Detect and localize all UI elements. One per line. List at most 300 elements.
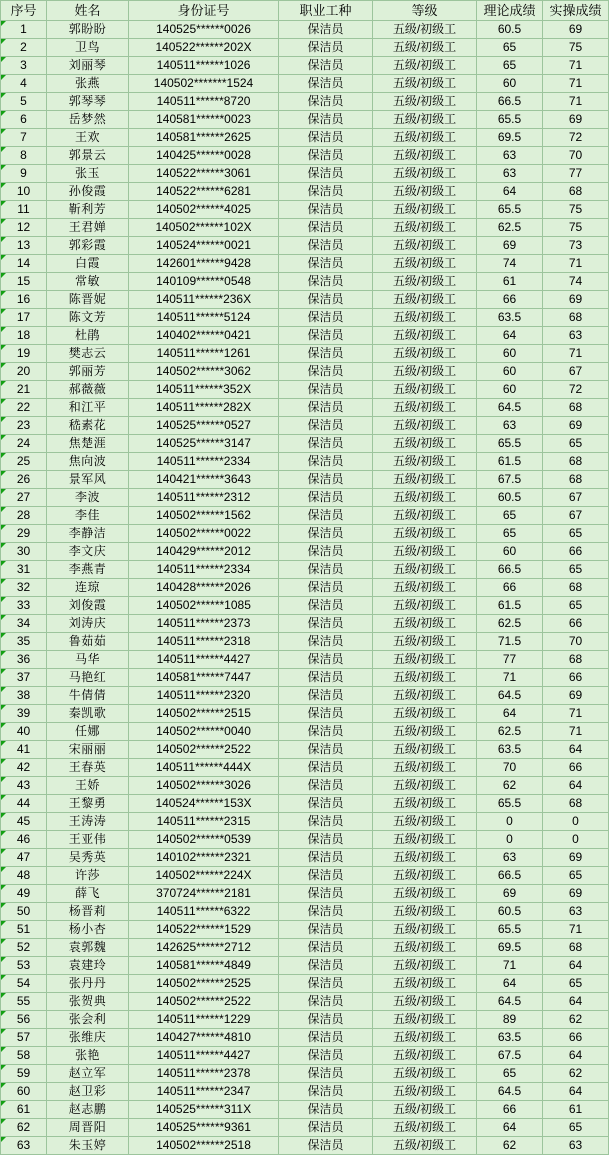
row-level[interactable]: 五级/初级工 <box>373 975 477 993</box>
row-theory-score[interactable]: 64 <box>477 183 543 201</box>
row-practical-score[interactable]: 61 <box>543 1101 609 1119</box>
row-id-number[interactable]: 140581******4849 <box>129 957 279 975</box>
row-occupation[interactable]: 保洁员 <box>279 75 373 93</box>
row-id-number[interactable]: 140511******4427 <box>129 651 279 669</box>
table-row[interactable] <box>1 147 609 165</box>
row-index[interactable]: 56 <box>1 1011 47 1029</box>
table-row[interactable] <box>1 885 609 903</box>
row-theory-score[interactable]: 62.5 <box>477 219 543 237</box>
row-occupation[interactable]: 保洁员 <box>279 1029 373 1047</box>
row-level[interactable]: 五级/初级工 <box>373 345 477 363</box>
row-theory-score[interactable]: 60.5 <box>477 489 543 507</box>
row-id-number[interactable]: 140511******2334 <box>129 561 279 579</box>
row-occupation[interactable]: 保洁员 <box>279 489 373 507</box>
row-id-number[interactable]: 140421******3643 <box>129 471 279 489</box>
row-level[interactable]: 五级/初级工 <box>373 309 477 327</box>
row-level[interactable]: 五级/初级工 <box>373 993 477 1011</box>
row-id-number[interactable]: 142625******2712 <box>129 939 279 957</box>
row-theory-score[interactable]: 69.5 <box>477 129 543 147</box>
row-index[interactable]: 28 <box>1 507 47 525</box>
row-occupation[interactable]: 保洁员 <box>279 867 373 885</box>
row-name[interactable]: 马艳红 <box>47 669 129 687</box>
row-index[interactable]: 30 <box>1 543 47 561</box>
row-name[interactable]: 张会利 <box>47 1011 129 1029</box>
table-row[interactable] <box>1 615 609 633</box>
row-id-number[interactable]: 140511******1261 <box>129 345 279 363</box>
table-row[interactable] <box>1 759 609 777</box>
row-name[interactable]: 王涛涛 <box>47 813 129 831</box>
row-name[interactable]: 和江平 <box>47 399 129 417</box>
row-name[interactable]: 景军风 <box>47 471 129 489</box>
row-practical-score[interactable]: 65 <box>543 975 609 993</box>
table-row[interactable] <box>1 75 609 93</box>
row-theory-score[interactable]: 60 <box>477 543 543 561</box>
row-level[interactable]: 五级/初级工 <box>373 327 477 345</box>
row-id-number[interactable]: 140502******3062 <box>129 363 279 381</box>
row-occupation[interactable]: 保洁员 <box>279 1047 373 1065</box>
row-level[interactable]: 五级/初级工 <box>373 1137 477 1155</box>
row-occupation[interactable]: 保洁员 <box>279 831 373 849</box>
row-name[interactable]: 刘丽琴 <box>47 57 129 75</box>
row-practical-score[interactable]: 63 <box>543 903 609 921</box>
row-name[interactable]: 张燕 <box>47 75 129 93</box>
row-occupation[interactable]: 保洁员 <box>279 651 373 669</box>
row-level[interactable]: 五级/初级工 <box>373 957 477 975</box>
row-occupation[interactable]: 保洁员 <box>279 759 373 777</box>
row-occupation[interactable]: 保洁员 <box>279 57 373 75</box>
row-theory-score[interactable]: 62 <box>477 777 543 795</box>
row-level[interactable]: 五级/初级工 <box>373 597 477 615</box>
row-name[interactable]: 王黎勇 <box>47 795 129 813</box>
row-index[interactable]: 55 <box>1 993 47 1011</box>
row-level[interactable]: 五级/初级工 <box>373 111 477 129</box>
row-occupation[interactable]: 保洁员 <box>279 39 373 57</box>
row-occupation[interactable]: 保洁员 <box>279 345 373 363</box>
row-level[interactable]: 五级/初级工 <box>373 399 477 417</box>
row-name[interactable]: 朱玉婷 <box>47 1137 129 1155</box>
row-theory-score[interactable]: 64 <box>477 705 543 723</box>
row-level[interactable]: 五级/初级工 <box>373 1065 477 1083</box>
row-id-number[interactable]: 140511******2318 <box>129 633 279 651</box>
row-level[interactable]: 五级/初级工 <box>373 777 477 795</box>
row-level[interactable]: 五级/初级工 <box>373 651 477 669</box>
row-name[interactable]: 刘涛庆 <box>47 615 129 633</box>
row-index[interactable]: 1 <box>1 21 47 39</box>
row-index[interactable]: 61 <box>1 1101 47 1119</box>
row-theory-score[interactable]: 61.5 <box>477 453 543 471</box>
row-practical-score[interactable]: 71 <box>543 723 609 741</box>
row-practical-score[interactable]: 62 <box>543 1065 609 1083</box>
row-level[interactable]: 五级/初级工 <box>373 705 477 723</box>
row-practical-score[interactable]: 75 <box>543 39 609 57</box>
table-row[interactable] <box>1 1047 609 1065</box>
row-practical-score[interactable]: 69 <box>543 849 609 867</box>
row-practical-score[interactable]: 69 <box>543 885 609 903</box>
row-occupation[interactable]: 保洁员 <box>279 543 373 561</box>
row-occupation[interactable]: 保洁员 <box>279 885 373 903</box>
row-occupation[interactable]: 保洁员 <box>279 417 373 435</box>
row-name[interactable]: 王娇 <box>47 777 129 795</box>
row-id-number[interactable]: 140427******4810 <box>129 1029 279 1047</box>
table-row[interactable] <box>1 471 609 489</box>
row-name[interactable]: 郭景云 <box>47 147 129 165</box>
table-row[interactable] <box>1 867 609 885</box>
row-level[interactable]: 五级/初级工 <box>373 291 477 309</box>
table-row[interactable] <box>1 597 609 615</box>
table-row[interactable] <box>1 849 609 867</box>
row-id-number[interactable]: 140511******6322 <box>129 903 279 921</box>
row-practical-score[interactable]: 69 <box>543 417 609 435</box>
row-index[interactable]: 58 <box>1 1047 47 1065</box>
row-name[interactable]: 王亚伟 <box>47 831 129 849</box>
row-occupation[interactable]: 保洁员 <box>279 201 373 219</box>
row-id-number[interactable]: 140525******0026 <box>129 21 279 39</box>
row-name[interactable]: 秦凯歌 <box>47 705 129 723</box>
row-id-number[interactable]: 140511******2320 <box>129 687 279 705</box>
row-occupation[interactable]: 保洁员 <box>279 1101 373 1119</box>
row-practical-score[interactable]: 75 <box>543 219 609 237</box>
row-name[interactable]: 常敏 <box>47 273 129 291</box>
row-theory-score[interactable]: 67.5 <box>477 471 543 489</box>
row-index[interactable]: 63 <box>1 1137 47 1155</box>
row-theory-score[interactable]: 65.5 <box>477 795 543 813</box>
row-index[interactable]: 19 <box>1 345 47 363</box>
row-theory-score[interactable]: 60 <box>477 363 543 381</box>
table-row[interactable] <box>1 291 609 309</box>
row-theory-score[interactable]: 66 <box>477 579 543 597</box>
row-practical-score[interactable]: 63 <box>543 327 609 345</box>
table-row[interactable] <box>1 669 609 687</box>
table-row[interactable] <box>1 1065 609 1083</box>
row-id-number[interactable]: 140502******224X <box>129 867 279 885</box>
row-theory-score[interactable]: 65 <box>477 507 543 525</box>
row-occupation[interactable]: 保洁员 <box>279 309 373 327</box>
row-name[interactable]: 连琼 <box>47 579 129 597</box>
row-index[interactable]: 12 <box>1 219 47 237</box>
row-practical-score[interactable]: 66 <box>543 1029 609 1047</box>
row-practical-score[interactable]: 69 <box>543 21 609 39</box>
table-row[interactable] <box>1 1083 609 1101</box>
row-id-number[interactable]: 140581******2625 <box>129 129 279 147</box>
row-practical-score[interactable]: 71 <box>543 921 609 939</box>
row-theory-score[interactable]: 60.5 <box>477 903 543 921</box>
row-occupation[interactable]: 保洁员 <box>279 1119 373 1137</box>
row-theory-score[interactable]: 64.5 <box>477 1083 543 1101</box>
row-practical-score[interactable]: 68 <box>543 471 609 489</box>
row-index[interactable]: 15 <box>1 273 47 291</box>
row-practical-score[interactable]: 64 <box>543 1047 609 1065</box>
row-theory-score[interactable]: 64 <box>477 327 543 345</box>
row-index[interactable]: 38 <box>1 687 47 705</box>
row-id-number[interactable]: 140428******2026 <box>129 579 279 597</box>
row-index[interactable]: 39 <box>1 705 47 723</box>
row-theory-score[interactable]: 0 <box>477 813 543 831</box>
row-id-number[interactable]: 140502******4025 <box>129 201 279 219</box>
row-theory-score[interactable]: 64.5 <box>477 399 543 417</box>
row-name[interactable]: 鲁茹茹 <box>47 633 129 651</box>
row-occupation[interactable]: 保洁员 <box>279 507 373 525</box>
row-practical-score[interactable]: 66 <box>543 543 609 561</box>
row-index[interactable]: 25 <box>1 453 47 471</box>
row-occupation[interactable]: 保洁员 <box>279 273 373 291</box>
row-level[interactable]: 五级/初级工 <box>373 939 477 957</box>
row-index[interactable]: 44 <box>1 795 47 813</box>
row-id-number[interactable]: 140502******0022 <box>129 525 279 543</box>
row-index[interactable]: 32 <box>1 579 47 597</box>
row-theory-score[interactable]: 65.5 <box>477 201 543 219</box>
table-row[interactable] <box>1 399 609 417</box>
row-name[interactable]: 马华 <box>47 651 129 669</box>
row-id-number[interactable]: 140429******2012 <box>129 543 279 561</box>
row-name[interactable]: 郝薇薇 <box>47 381 129 399</box>
row-practical-score[interactable]: 72 <box>543 129 609 147</box>
table-row[interactable] <box>1 795 609 813</box>
row-name[interactable]: 郭彩霞 <box>47 237 129 255</box>
table-row[interactable] <box>1 57 609 75</box>
row-theory-score[interactable]: 71 <box>477 957 543 975</box>
row-level[interactable]: 五级/初级工 <box>373 1119 477 1137</box>
row-level[interactable]: 五级/初级工 <box>373 921 477 939</box>
row-level[interactable]: 五级/初级工 <box>373 237 477 255</box>
row-id-number[interactable]: 140511******2378 <box>129 1065 279 1083</box>
table-row[interactable] <box>1 435 609 453</box>
row-practical-score[interactable]: 64 <box>543 777 609 795</box>
row-level[interactable]: 五级/初级工 <box>373 633 477 651</box>
row-level[interactable]: 五级/初级工 <box>373 579 477 597</box>
row-index[interactable]: 47 <box>1 849 47 867</box>
table-row[interactable] <box>1 507 609 525</box>
row-theory-score[interactable]: 66 <box>477 291 543 309</box>
row-index[interactable]: 4 <box>1 75 47 93</box>
row-name[interactable]: 焦向波 <box>47 453 129 471</box>
row-practical-score[interactable]: 68 <box>543 399 609 417</box>
row-name[interactable]: 许莎 <box>47 867 129 885</box>
table-row[interactable] <box>1 1101 609 1119</box>
row-practical-score[interactable]: 67 <box>543 507 609 525</box>
row-index[interactable]: 17 <box>1 309 47 327</box>
row-id-number[interactable]: 140511******1229 <box>129 1011 279 1029</box>
row-theory-score[interactable]: 60.5 <box>477 21 543 39</box>
table-row[interactable] <box>1 1137 609 1155</box>
row-level[interactable]: 五级/初级工 <box>373 759 477 777</box>
row-name[interactable]: 王欢 <box>47 129 129 147</box>
row-theory-score[interactable]: 61 <box>477 273 543 291</box>
row-occupation[interactable]: 保洁员 <box>279 255 373 273</box>
row-occupation[interactable]: 保洁员 <box>279 849 373 867</box>
row-id-number[interactable]: 140522******6281 <box>129 183 279 201</box>
row-theory-score[interactable]: 69 <box>477 237 543 255</box>
row-practical-score[interactable]: 69 <box>543 687 609 705</box>
row-occupation[interactable]: 保洁员 <box>279 975 373 993</box>
table-row[interactable] <box>1 543 609 561</box>
row-id-number[interactable]: 140511******8720 <box>129 93 279 111</box>
table-row[interactable] <box>1 723 609 741</box>
row-level[interactable]: 五级/初级工 <box>373 39 477 57</box>
row-name[interactable]: 卫鸟 <box>47 39 129 57</box>
row-level[interactable]: 五级/初级工 <box>373 129 477 147</box>
row-id-number[interactable]: 140511******236X <box>129 291 279 309</box>
row-occupation[interactable]: 保洁员 <box>279 111 373 129</box>
row-level[interactable]: 五级/初级工 <box>373 201 477 219</box>
row-index[interactable]: 49 <box>1 885 47 903</box>
row-index[interactable]: 29 <box>1 525 47 543</box>
row-name[interactable]: 任娜 <box>47 723 129 741</box>
table-row[interactable] <box>1 813 609 831</box>
row-index[interactable]: 20 <box>1 363 47 381</box>
row-id-number[interactable]: 140524******153X <box>129 795 279 813</box>
row-theory-score[interactable]: 65 <box>477 1065 543 1083</box>
table-row[interactable] <box>1 741 609 759</box>
row-practical-score[interactable]: 67 <box>543 489 609 507</box>
row-theory-score[interactable]: 66.5 <box>477 561 543 579</box>
row-theory-score[interactable]: 63 <box>477 147 543 165</box>
row-theory-score[interactable]: 63.5 <box>477 309 543 327</box>
row-index[interactable]: 22 <box>1 399 47 417</box>
row-level[interactable]: 五级/初级工 <box>373 417 477 435</box>
row-name[interactable]: 张贺典 <box>47 993 129 1011</box>
row-practical-score[interactable]: 62 <box>543 1011 609 1029</box>
row-index[interactable]: 13 <box>1 237 47 255</box>
row-level[interactable]: 五级/初级工 <box>373 1029 477 1047</box>
row-occupation[interactable]: 保洁员 <box>279 921 373 939</box>
row-id-number[interactable]: 140511******2373 <box>129 615 279 633</box>
table-row[interactable] <box>1 417 609 435</box>
row-level[interactable]: 五级/初级工 <box>373 831 477 849</box>
table-row[interactable] <box>1 957 609 975</box>
row-level[interactable]: 五级/初级工 <box>373 741 477 759</box>
row-occupation[interactable]: 保洁员 <box>279 1011 373 1029</box>
row-name[interactable]: 薛飞 <box>47 885 129 903</box>
row-occupation[interactable]: 保洁员 <box>279 147 373 165</box>
row-name[interactable]: 白霞 <box>47 255 129 273</box>
row-name[interactable]: 张玉 <box>47 165 129 183</box>
table-row[interactable] <box>1 633 609 651</box>
row-occupation[interactable]: 保洁员 <box>279 435 373 453</box>
row-id-number[interactable]: 140522******1529 <box>129 921 279 939</box>
row-index[interactable]: 33 <box>1 597 47 615</box>
row-id-number[interactable]: 140102******2321 <box>129 849 279 867</box>
row-practical-score[interactable]: 68 <box>543 795 609 813</box>
row-occupation[interactable]: 保洁员 <box>279 669 373 687</box>
row-theory-score[interactable]: 70 <box>477 759 543 777</box>
row-id-number[interactable]: 140524******0021 <box>129 237 279 255</box>
row-occupation[interactable]: 保洁员 <box>279 993 373 1011</box>
row-theory-score[interactable]: 63 <box>477 417 543 435</box>
row-index[interactable]: 46 <box>1 831 47 849</box>
table-row[interactable] <box>1 525 609 543</box>
row-id-number[interactable]: 140525******9361 <box>129 1119 279 1137</box>
row-id-number[interactable]: 140502******2525 <box>129 975 279 993</box>
row-index[interactable]: 62 <box>1 1119 47 1137</box>
row-name[interactable]: 樊志云 <box>47 345 129 363</box>
row-index[interactable]: 9 <box>1 165 47 183</box>
row-name[interactable]: 岳梦然 <box>47 111 129 129</box>
row-level[interactable]: 五级/初级工 <box>373 1011 477 1029</box>
row-practical-score[interactable]: 70 <box>543 633 609 651</box>
row-id-number[interactable]: 140502*******1524 <box>129 75 279 93</box>
row-theory-score[interactable]: 63.5 <box>477 1029 543 1047</box>
row-level[interactable]: 五级/初级工 <box>373 615 477 633</box>
row-name[interactable]: 刘俊霞 <box>47 597 129 615</box>
row-occupation[interactable]: 保洁员 <box>279 399 373 417</box>
row-index[interactable]: 27 <box>1 489 47 507</box>
row-name[interactable]: 郭盼盼 <box>47 21 129 39</box>
row-level[interactable]: 五级/初级工 <box>373 795 477 813</box>
row-theory-score[interactable]: 60 <box>477 345 543 363</box>
row-occupation[interactable]: 保洁员 <box>279 381 373 399</box>
row-theory-score[interactable]: 60 <box>477 381 543 399</box>
row-level[interactable]: 五级/初级工 <box>373 687 477 705</box>
row-name[interactable]: 李波 <box>47 489 129 507</box>
table-row[interactable] <box>1 21 609 39</box>
row-level[interactable]: 五级/初级工 <box>373 723 477 741</box>
table-row[interactable] <box>1 975 609 993</box>
table-row[interactable] <box>1 237 609 255</box>
row-id-number[interactable]: 140502******102X <box>129 219 279 237</box>
row-index[interactable]: 21 <box>1 381 47 399</box>
row-name[interactable]: 孙俊霞 <box>47 183 129 201</box>
row-level[interactable]: 五级/初级工 <box>373 147 477 165</box>
row-name[interactable]: 靳利芳 <box>47 201 129 219</box>
row-level[interactable]: 五级/初级工 <box>373 183 477 201</box>
row-theory-score[interactable]: 66.5 <box>477 93 543 111</box>
row-practical-score[interactable]: 66 <box>543 669 609 687</box>
row-index[interactable]: 6 <box>1 111 47 129</box>
row-theory-score[interactable]: 61.5 <box>477 597 543 615</box>
row-level[interactable]: 五级/初级工 <box>373 165 477 183</box>
row-occupation[interactable]: 保洁员 <box>279 561 373 579</box>
row-index[interactable]: 40 <box>1 723 47 741</box>
row-practical-score[interactable]: 0 <box>543 813 609 831</box>
row-name[interactable]: 袁郭魏 <box>47 939 129 957</box>
row-id-number[interactable]: 140502******0539 <box>129 831 279 849</box>
row-occupation[interactable]: 保洁员 <box>279 777 373 795</box>
row-theory-score[interactable]: 65.5 <box>477 435 543 453</box>
row-occupation[interactable]: 保洁员 <box>279 579 373 597</box>
row-practical-score[interactable]: 66 <box>543 759 609 777</box>
table-row[interactable] <box>1 39 609 57</box>
row-id-number[interactable]: 140502******2518 <box>129 1137 279 1155</box>
row-level[interactable]: 五级/初级工 <box>373 453 477 471</box>
row-index[interactable]: 60 <box>1 1083 47 1101</box>
row-name[interactable]: 郭琴琴 <box>47 93 129 111</box>
row-level[interactable]: 五级/初级工 <box>373 381 477 399</box>
row-practical-score[interactable]: 68 <box>543 183 609 201</box>
row-level[interactable]: 五级/初级工 <box>373 885 477 903</box>
table-row[interactable] <box>1 687 609 705</box>
row-level[interactable]: 五级/初级工 <box>373 273 477 291</box>
row-level[interactable]: 五级/初级工 <box>373 507 477 525</box>
row-theory-score[interactable]: 62 <box>477 1137 543 1155</box>
row-occupation[interactable]: 保洁员 <box>279 687 373 705</box>
row-index[interactable]: 45 <box>1 813 47 831</box>
row-practical-score[interactable]: 65 <box>543 435 609 453</box>
row-index[interactable]: 50 <box>1 903 47 921</box>
row-occupation[interactable]: 保洁员 <box>279 21 373 39</box>
row-level[interactable]: 五级/初级工 <box>373 57 477 75</box>
row-name[interactable]: 王春英 <box>47 759 129 777</box>
row-occupation[interactable]: 保洁员 <box>279 939 373 957</box>
row-name[interactable]: 周晋阳 <box>47 1119 129 1137</box>
row-name[interactable]: 赵志鹏 <box>47 1101 129 1119</box>
row-practical-score[interactable]: 71 <box>543 75 609 93</box>
row-name[interactable]: 李燕青 <box>47 561 129 579</box>
row-index[interactable]: 37 <box>1 669 47 687</box>
row-theory-score[interactable]: 65.5 <box>477 111 543 129</box>
row-theory-score[interactable]: 0 <box>477 831 543 849</box>
row-practical-score[interactable]: 64 <box>543 1083 609 1101</box>
row-id-number[interactable]: 140502******3026 <box>129 777 279 795</box>
